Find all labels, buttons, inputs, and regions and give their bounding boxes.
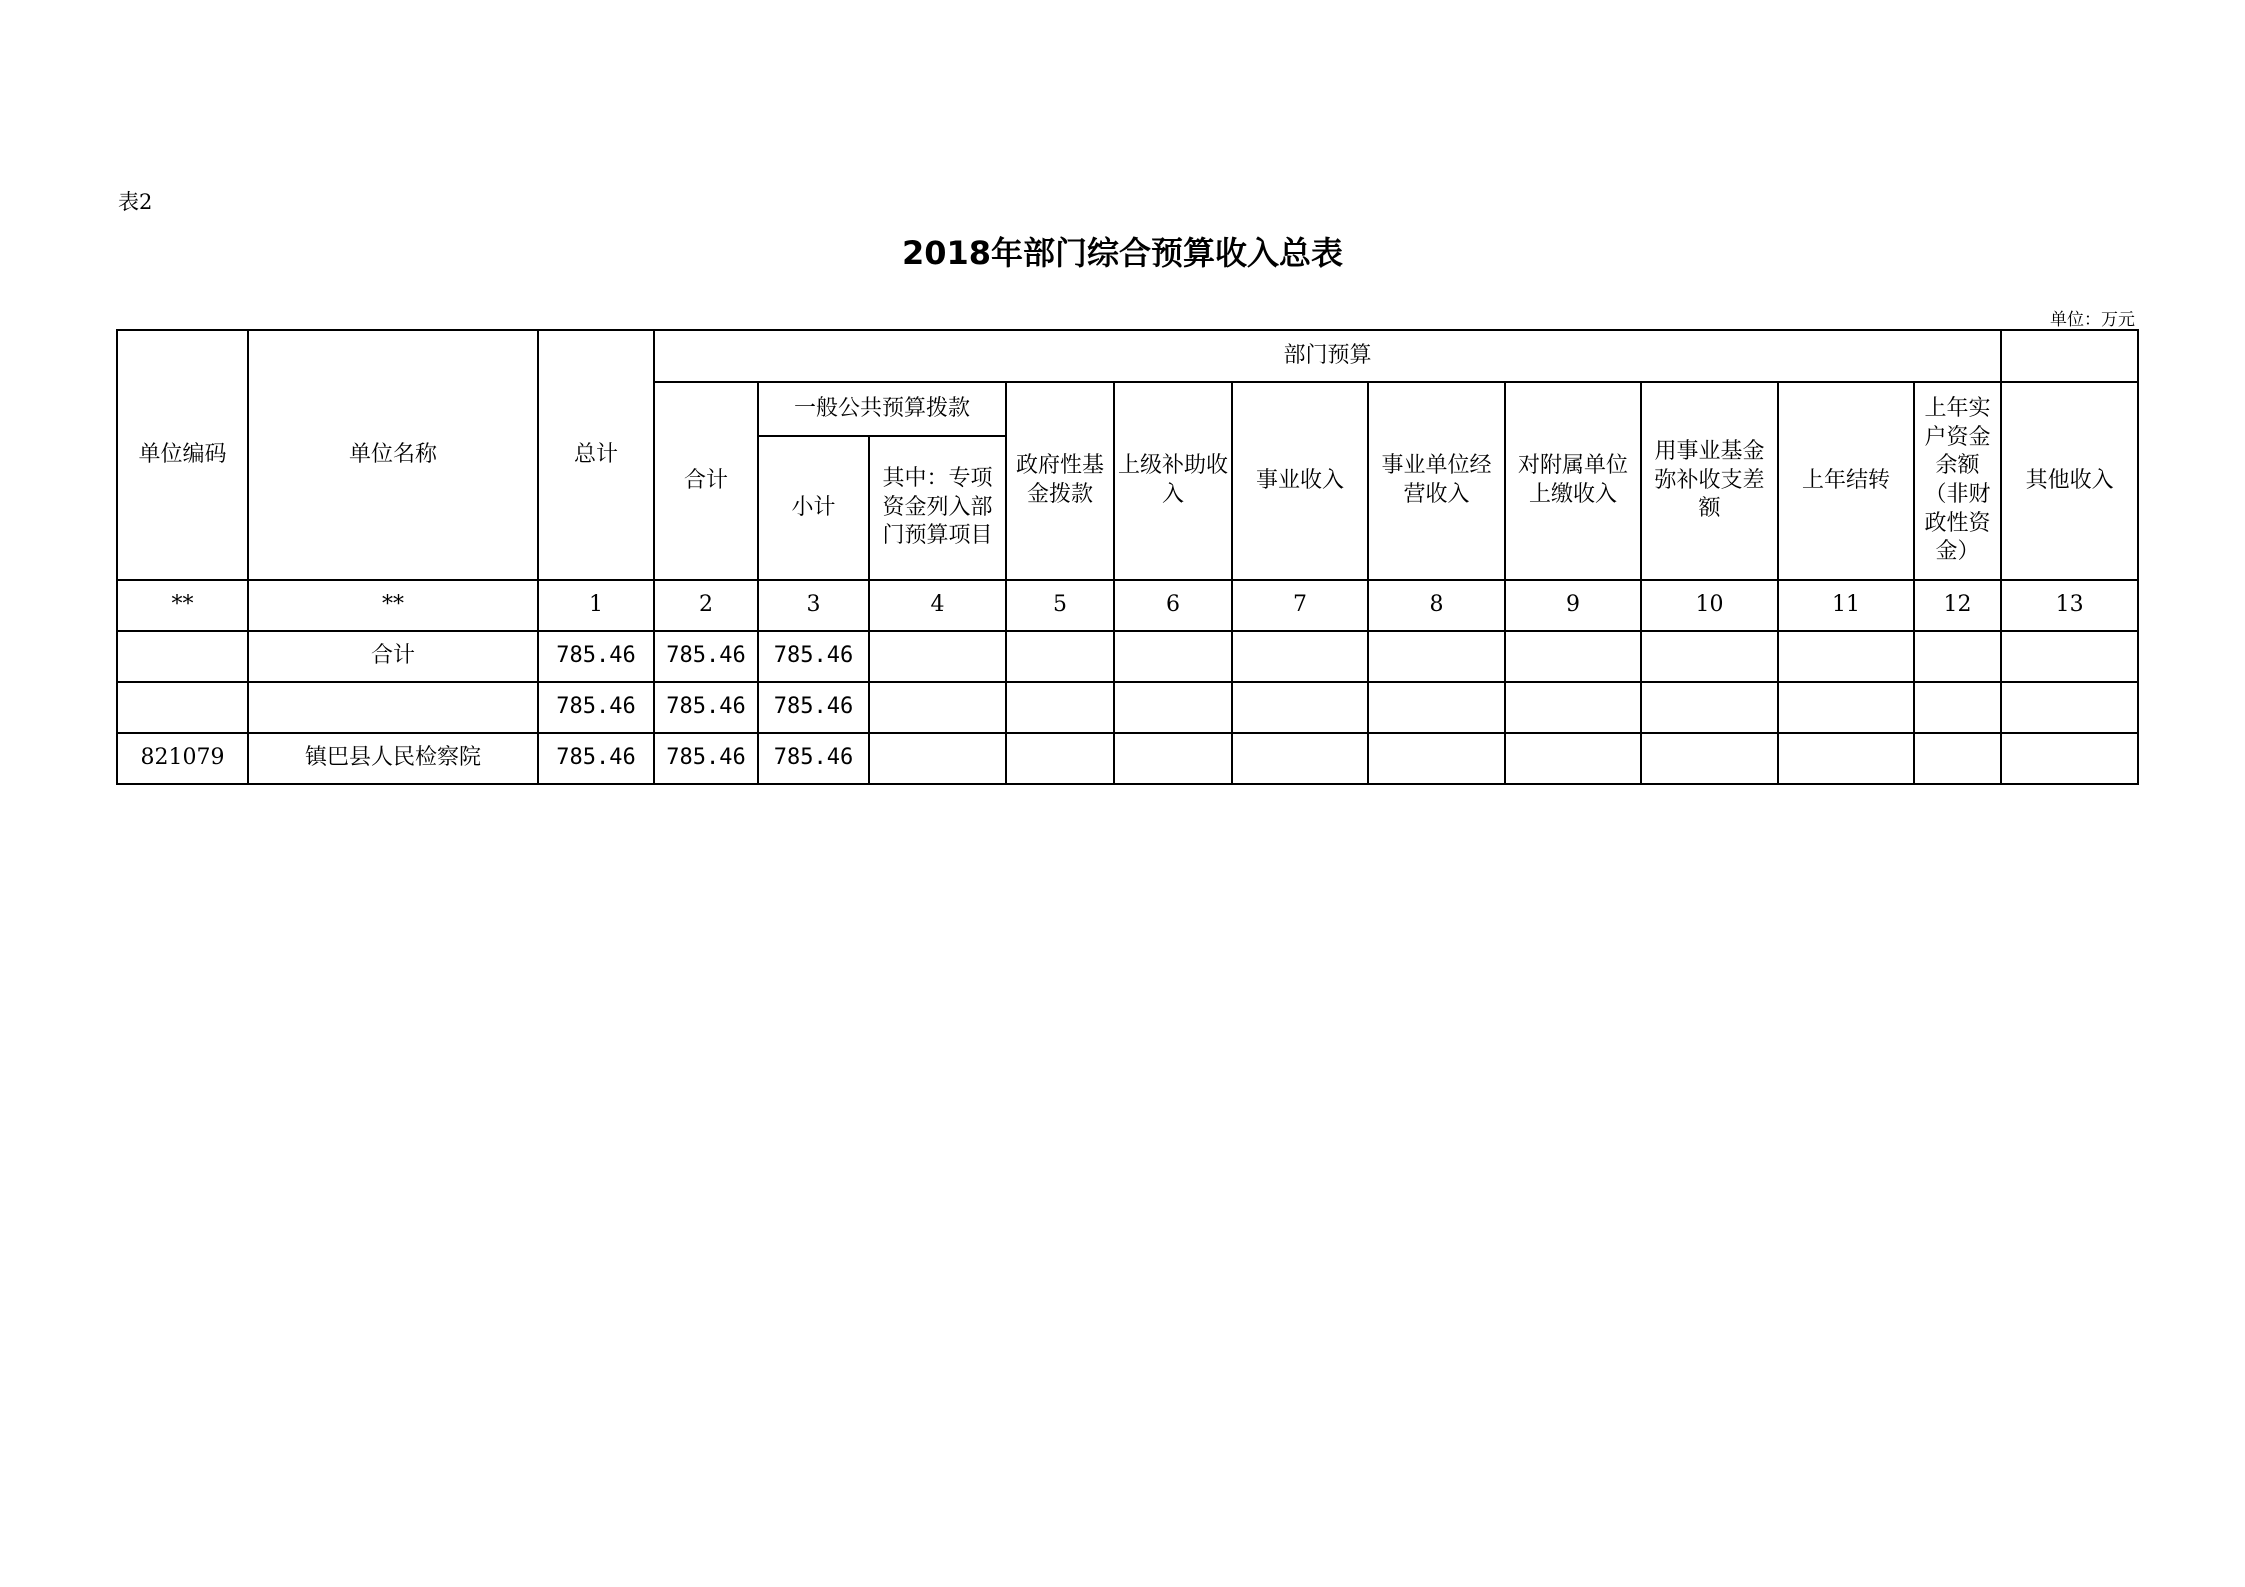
header-blank (2001, 330, 2138, 382)
header-total: 总计 (538, 330, 654, 580)
cell-empty (1232, 682, 1368, 733)
cell-empty (1641, 631, 1778, 682)
unit-label: 单位：万元 (2050, 310, 2135, 330)
header-general-public: 一般公共预算拨款 (758, 382, 1006, 436)
cell-empty (1368, 733, 1505, 784)
cell-empty (1006, 733, 1114, 784)
index-cell: ** (117, 580, 248, 631)
header-last-year-carry: 上年结转 (1778, 382, 1914, 580)
header-dept-budget: 部门预算 (654, 330, 2001, 382)
header-special-fund: 其中：专项资金列入部门预算项目 (869, 436, 1006, 580)
header-heji: 合计 (654, 382, 758, 580)
cell-empty (1778, 733, 1914, 784)
index-cell: 11 (1778, 580, 1914, 631)
cell-empty (1914, 733, 2001, 784)
header-unit-code: 单位编码 (117, 330, 248, 580)
cell-subtotal: 785.46 (758, 733, 869, 784)
cell-unit-code (117, 682, 248, 733)
index-cell: 2 (654, 580, 758, 631)
index-cell: 1 (538, 580, 654, 631)
header-business-income: 事业收入 (1232, 382, 1368, 580)
cell-empty (1778, 682, 1914, 733)
cell-empty (1114, 733, 1232, 784)
cell-empty (1505, 682, 1641, 733)
index-cell: ** (248, 580, 538, 631)
header-unit-name: 单位名称 (248, 330, 538, 580)
cell-total: 785.46 (538, 631, 654, 682)
cell-total: 785.46 (538, 733, 654, 784)
index-cell: 12 (1914, 580, 2001, 631)
cell-empty (1914, 682, 2001, 733)
cell-unit-name: 合计 (248, 631, 538, 682)
index-cell: 13 (2001, 580, 2138, 631)
cell-heji: 785.46 (654, 682, 758, 733)
index-cell: 4 (869, 580, 1006, 631)
document-title: 2018年部门综合预算收入总表 (901, 234, 1344, 272)
cell-empty (1914, 631, 2001, 682)
table-row (117, 682, 2138, 733)
cell-unit-code (117, 631, 248, 682)
index-cell: 9 (1505, 580, 1641, 631)
cell-total: 785.46 (538, 682, 654, 733)
budget-income-table (116, 329, 2139, 785)
cell-empty (2001, 682, 2138, 733)
cell-empty (1232, 733, 1368, 784)
header-gov-fund: 政府性基金拨款 (1006, 382, 1114, 580)
cell-empty (1006, 682, 1114, 733)
cell-empty (869, 733, 1006, 784)
cell-unit-name: 镇巴县人民检察院 (248, 733, 538, 784)
table-row (117, 631, 2138, 682)
header-business-fund: 用事业基金弥补收支差额 (1641, 382, 1778, 580)
index-cell: 8 (1368, 580, 1505, 631)
header-subtotal: 小计 (758, 436, 869, 580)
cell-empty (1006, 631, 1114, 682)
index-cell: 7 (1232, 580, 1368, 631)
table-number: 表2 (118, 190, 153, 214)
cell-heji: 785.46 (654, 631, 758, 682)
header-superior-subsidy: 上级补助收入 (1114, 382, 1232, 580)
cell-empty (1232, 631, 1368, 682)
index-cell: 3 (758, 580, 869, 631)
cell-empty (869, 631, 1006, 682)
cell-empty (1368, 682, 1505, 733)
header-last-year-balance: 上年实户资金余额（非财政性资金） (1914, 382, 2001, 580)
cell-empty (1505, 631, 1641, 682)
cell-empty (1641, 682, 1778, 733)
index-cell: 10 (1641, 580, 1778, 631)
index-cell: 5 (1006, 580, 1114, 631)
cell-empty (2001, 631, 2138, 682)
cell-unit-code: 821079 (117, 733, 248, 784)
cell-empty (869, 682, 1006, 733)
cell-empty (1641, 733, 1778, 784)
cell-empty (1505, 733, 1641, 784)
header-business-operation: 事业单位经营收入 (1368, 382, 1505, 580)
cell-unit-name (248, 682, 538, 733)
cell-empty (1114, 631, 1232, 682)
header-other-income: 其他收入 (2001, 382, 2138, 580)
cell-subtotal: 785.46 (758, 631, 869, 682)
cell-empty (1114, 682, 1232, 733)
index-cell: 6 (1114, 580, 1232, 631)
cell-empty (1368, 631, 1505, 682)
cell-empty (2001, 733, 2138, 784)
table-row (117, 733, 2138, 784)
cell-empty (1778, 631, 1914, 682)
cell-heji: 785.46 (654, 733, 758, 784)
header-subordinate-income: 对附属单位上缴收入 (1505, 382, 1641, 580)
cell-subtotal: 785.46 (758, 682, 869, 733)
